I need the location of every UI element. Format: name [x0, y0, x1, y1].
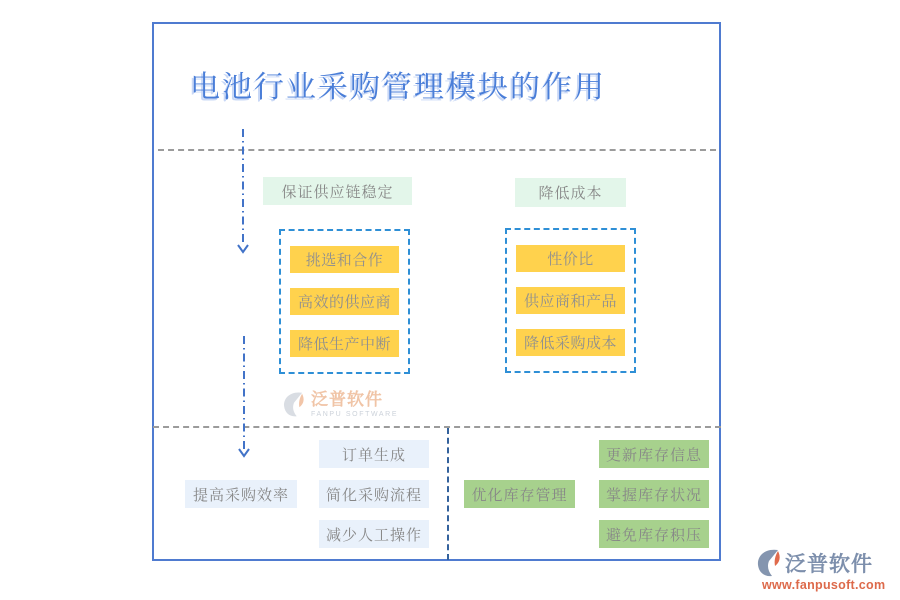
footer-brand-row [756, 548, 896, 578]
watermark-brand: 泛普软件 [311, 390, 383, 409]
list-item: 降低采购成本 [516, 329, 625, 356]
section-divider-top [158, 149, 716, 151]
footer-brand [756, 548, 896, 592]
page-title: 电池行业采购管理模块的作用 [190, 70, 606, 105]
list-item: 减少人工操作 [319, 520, 429, 548]
footer-url: www.fanpusoft.com [762, 578, 886, 592]
list-item: 供应商和产品 [516, 287, 625, 314]
bottom-column-divider [447, 428, 449, 560]
list-item: 性价比 [516, 245, 625, 272]
list-item: 高效的供应商 [290, 288, 399, 315]
section-divider-bottom [153, 426, 721, 428]
list-item: 避免库存积压 [599, 520, 709, 548]
supply-chain-items-container [279, 229, 410, 374]
list-item: 挑选和合作 [290, 246, 399, 273]
fanpu-logo-icon [282, 391, 306, 418]
list-item: 掌握库存状况 [599, 480, 709, 508]
group-label-cost: 降低成本 [515, 178, 626, 207]
list-item: 简化采购流程 [319, 480, 429, 508]
list-item: 订单生成 [319, 440, 429, 468]
inventory-items [599, 440, 709, 548]
efficiency-items [319, 440, 429, 548]
center-watermark [282, 391, 398, 418]
group-label-efficiency: 提高采购效率 [185, 480, 297, 508]
group-label-inventory: 优化库存管理 [464, 480, 575, 508]
cost-items-container [505, 228, 636, 373]
watermark-text [311, 391, 398, 418]
watermark-subtitle: FANPU SOFTWARE [311, 411, 399, 418]
group-label-supply-chain: 保证供应链稳定 [263, 177, 412, 205]
footer-brand-name: 泛普软件 [785, 553, 873, 576]
fanpu-logo-icon [756, 548, 782, 578]
list-item: 降低生产中断 [290, 330, 399, 357]
list-item: 更新库存信息 [599, 440, 709, 468]
